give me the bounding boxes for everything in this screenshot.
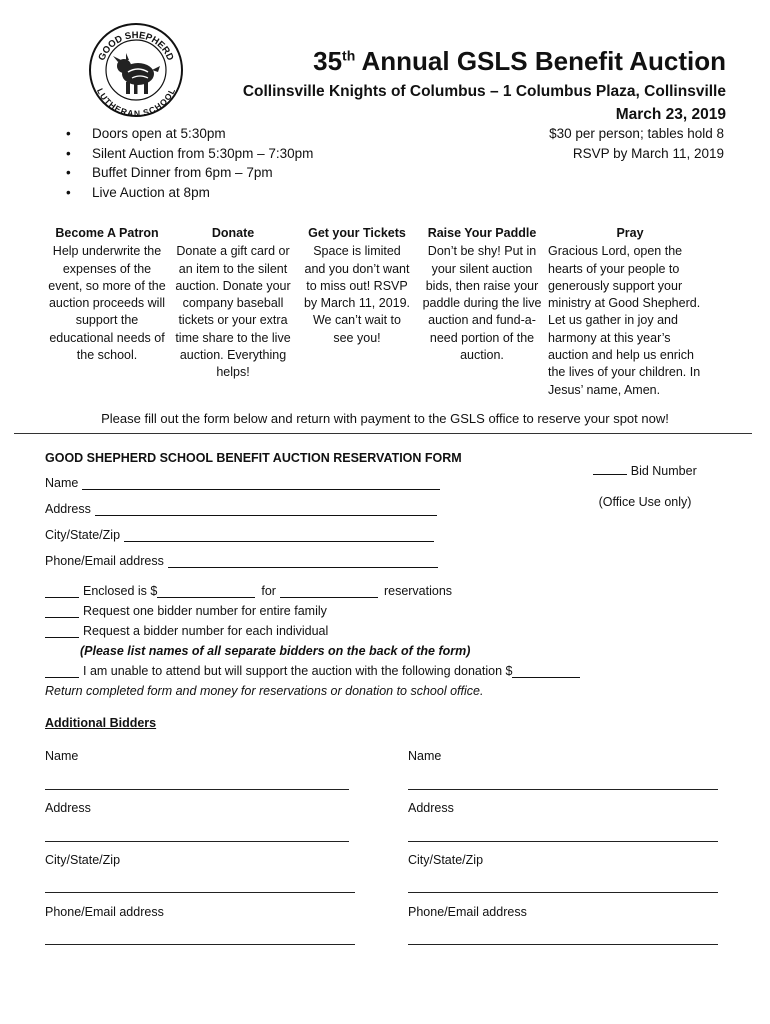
school-logo xyxy=(88,22,184,118)
section-divider xyxy=(14,433,752,434)
bidder2-name-field[interactable] xyxy=(408,789,718,790)
enclosed-check[interactable] xyxy=(45,585,79,598)
bidder2-name-label: Name xyxy=(408,749,442,763)
bidder1-name-label: Name xyxy=(45,749,79,763)
column-title: Donate xyxy=(211,226,255,240)
column-body: Help underwrite the expenses of the event, so more of the auction proceeds will support the educational needs of the school. xyxy=(48,244,166,363)
form-title: GOOD SHEPHERD SCHOOL BENEFIT AUCTION RESERVATION FORM xyxy=(45,451,462,465)
column-title: Get your Tickets xyxy=(308,226,406,240)
bidder2-city-field[interactable] xyxy=(408,892,718,893)
family-label: Request one bidder number for entire family xyxy=(83,604,327,618)
name-row xyxy=(45,476,440,490)
city-label: City/State/Zip xyxy=(45,528,121,542)
address-label: Address xyxy=(45,502,91,516)
schedule-item: • Buffet Dinner from 6pm – 7pm xyxy=(66,165,313,185)
column-body: Don’t be shy! Put in your silent auction bids, then raise your paddle during the live auction and fund-a-need portion of the auction. xyxy=(422,244,542,363)
logo-text-top: GOOD SHEPHERD xyxy=(96,29,176,63)
bidder1-address-label: Address xyxy=(45,801,91,815)
name-field[interactable] xyxy=(82,477,440,490)
individual-row xyxy=(45,624,328,638)
reservation-count-field[interactable] xyxy=(280,585,378,598)
phone-field[interactable] xyxy=(168,555,438,568)
donation-amount-field[interactable] xyxy=(512,665,580,678)
list-names-note: (Please list names of all separate bidders on the back of the form) xyxy=(80,644,471,658)
event-location: Collinsville Knights of Columbus – 1 Columbus Plaza, Collinsville xyxy=(242,83,726,100)
bidder1-city-label: City/State/Zip xyxy=(45,853,121,867)
individual-check[interactable] xyxy=(45,625,79,638)
donation-row xyxy=(45,664,580,678)
bidder2-city-label: City/State/Zip xyxy=(408,853,484,867)
address-field[interactable] xyxy=(95,503,437,516)
bidder1-phone-label: Phone/Email address xyxy=(45,905,164,919)
column-body: Space is limited and you don’t want to miss out! RSVP by March 11, 2019. We can’t wait to see you! xyxy=(303,244,411,345)
ticket-price: $30 per person; tables hold 8 xyxy=(549,126,724,141)
bid-number-blank[interactable] xyxy=(593,462,627,475)
bidder1-address-field[interactable] xyxy=(45,841,349,842)
column-title: Raise Your Paddle xyxy=(427,226,537,240)
phone-label: Phone/Email address xyxy=(45,554,164,568)
bidder2-phone-field[interactable] xyxy=(408,944,718,945)
column-title: Become A Patron xyxy=(55,226,159,240)
column-title: Pray xyxy=(616,226,644,240)
bidder2-phone-label: Phone/Email address xyxy=(408,905,527,919)
enclosed-row xyxy=(45,584,452,598)
individual-label: Request a bidder number for each individual xyxy=(83,624,329,638)
column-patron xyxy=(48,225,166,399)
enclosed-for-label: for xyxy=(261,584,276,598)
reservations-label: reservations xyxy=(383,584,453,598)
schedule-list xyxy=(66,126,313,204)
bidder2-address-label: Address xyxy=(408,801,454,815)
city-field[interactable] xyxy=(124,529,434,542)
city-row xyxy=(45,528,434,542)
column-body: Donate a gift card or an item to the silent auction. Donate your company baseball tickets or your extra time share to the live auction. Everything helps! xyxy=(175,244,291,380)
column-paddle xyxy=(422,225,542,399)
logo-text-bottom: LUTHERAN SCHOOL xyxy=(94,86,178,118)
column-pray xyxy=(548,225,712,399)
page-title: 35th Annual GSLS Benefit Auction xyxy=(313,46,726,76)
svg-text:GOOD SHEPHERD xyxy=(96,30,175,63)
bid-number-field[interactable] xyxy=(560,462,730,478)
bid-number-label: Bid Number xyxy=(630,464,697,478)
column-donate xyxy=(172,225,294,399)
info-columns xyxy=(48,225,730,399)
bidder1-name-field[interactable] xyxy=(45,789,349,790)
donation-check[interactable] xyxy=(45,665,79,678)
family-row xyxy=(45,604,327,618)
schedule-item: • Doors open at 5:30pm xyxy=(66,126,313,146)
form-instructions: Please fill out the form below and return with payment to the GSLS office to reserve your spot now! xyxy=(101,411,669,426)
schedule-item: • Live Auction at 8pm xyxy=(66,185,313,205)
phone-row xyxy=(45,554,438,568)
schedule-item: • Silent Auction from 5:30pm – 7:30pm xyxy=(66,146,313,166)
donation-label: I am unable to attend but will support the auction with the following donation $ xyxy=(83,664,513,678)
bidder2-address-field[interactable] xyxy=(408,841,718,842)
return-note: Return completed form and money for reservations or donation to school office. xyxy=(45,684,484,698)
rsvp-deadline: RSVP by March 11, 2019 xyxy=(572,146,724,161)
bidder1-phone-field[interactable] xyxy=(45,944,355,945)
family-check[interactable] xyxy=(45,605,79,618)
column-body: Gracious Lord, open the hearts of your people to generously support your ministry at Good Shepherd. Let us gather in joy and harmony at this year’s auction and help us enrich the lives of your children. In Jesus’ name, Amen. xyxy=(548,244,701,397)
address-row xyxy=(45,502,437,516)
name-label: Name xyxy=(45,476,79,490)
column-tickets xyxy=(302,225,412,399)
event-date: March 23, 2019 xyxy=(615,106,726,123)
enclosed-label: Enclosed is $ xyxy=(83,584,158,598)
additional-bidders-title: Additional Bidders xyxy=(45,716,157,730)
amount-field[interactable] xyxy=(157,585,255,598)
office-use-note: (Office Use only) xyxy=(598,495,692,509)
bidder1-city-field[interactable] xyxy=(45,892,355,893)
